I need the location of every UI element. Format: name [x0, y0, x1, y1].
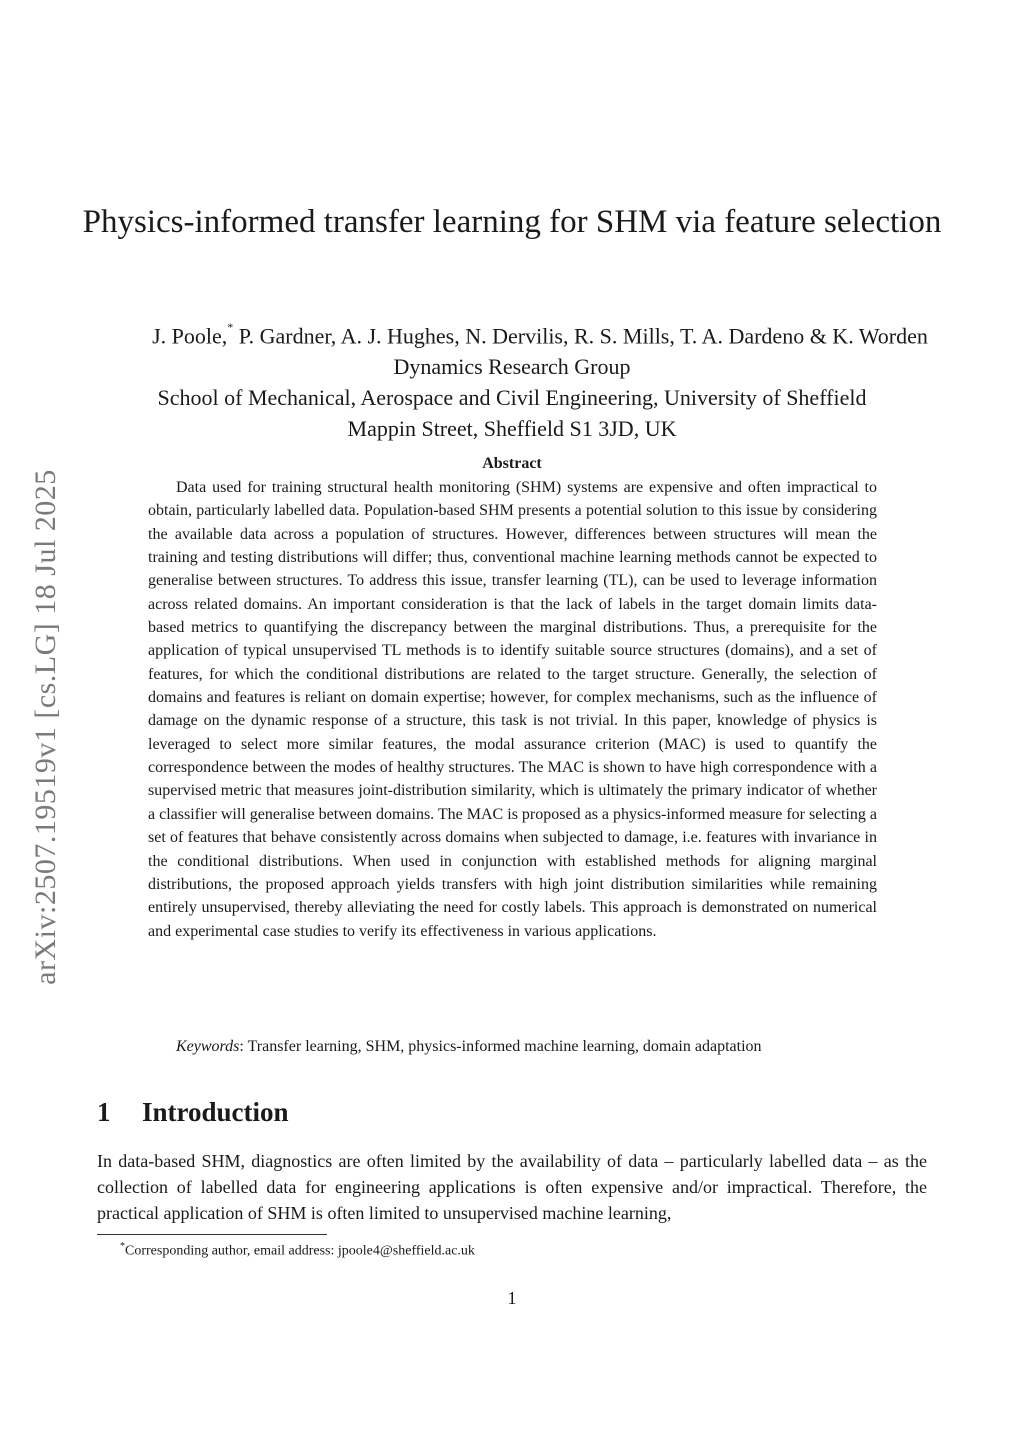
- other-authors: P. Gardner, A. J. Hughes, N. Dervilis, R. S. Mills, T. A. Dardeno & K. Worden: [233, 323, 928, 349]
- keywords-line: [176, 1036, 896, 1058]
- abstract-heading: Abstract: [482, 455, 542, 472]
- footnote-divider: [97, 1234, 327, 1235]
- introduction-paragraph: In data-based SHM, diagnostics are often limited by the availability of data – particularly labelled data – as the collection of labelled data for engineering applications is often expensive and/or impractical. Therefore, the practical application of SHM is often limited to unsupervised machine learning,: [97, 1151, 927, 1223]
- research-group: Dynamics Research Group: [393, 354, 631, 380]
- page-number: 1: [507, 1288, 517, 1308]
- arxiv-identifier-stamp: arXiv:2507.19519v1 [cs.LG] 18 Jul 2025: [29, 469, 62, 985]
- postal-address: Mappin Street, Sheffield S1 3JD, UK: [347, 416, 677, 442]
- author-affiliation-block: [0, 316, 1024, 444]
- section-title: Introduction: [142, 1097, 289, 1127]
- author-list: [0, 316, 1024, 351]
- section-heading-introduction: [97, 1094, 289, 1130]
- school-affiliation: School of Mechanical, Aerospace and Civil Engineering, University of Sheffield: [157, 385, 867, 411]
- footnote-mark: *: [120, 1241, 125, 1252]
- section-number: 1: [97, 1097, 111, 1127]
- footnote-text: Corresponding author, email address: jpoole4@sheffield.ac.uk: [125, 1243, 475, 1259]
- abstract-body: Data used for training structural health monitoring (SHM) systems are expensive and often impractical to obtain, particularly labelled data. Population-based SHM presents a potential solution to this issue by considering the available data across a population of structures. However, differences between structures will mean the training and testing distributions will differ; thus, conventional machine learning methods cannot be expected to generalise between structures. To address this issue, transfer learning (TL), can be used to leverage information across related domains. An important consideration is that the lack of labels in the target domain limits data-based metrics to quantifying the discrepancy between the marginal distributions. Thus, a prerequisite for the application of typical unsupervised TL methods is to identify suitable source structures (domains), and a set of features, for which the conditional distributions are related to the target structure. Generally, the selection of domains and features is reliant on domain expertise; however, for complex mechanisms, such as the influence of damage on the dynamic response of a structure, this task is not trivial. In this paper, knowledge of physics is leveraged to select more similar features, the modal assurance criterion (MAC) is used to quantify the correspondence between the modes of healthy structures. The MAC is shown to have high correspondence with a supervised metric that measures joint-distribution similarity, which is ultimately the primary indicator of whether a classifier will generalise between domains. The MAC is proposed as a physics-informed measure for selecting a set of features that behave consistently across domains when subjected to damage, i.e. features with invariance in the conditional distributions. When used in conjunction with established methods for aligning marginal distributions, the proposed approach yields transfers with high joint distribution similarities while remaining entirely unsupervised, thereby alleviating the need for costly labels. This approach is demonstrated on numerical and experimental case studies to verify its effectiveness in various applications.: [148, 479, 877, 940]
- corresponding-author-mark[interactable]: *: [227, 320, 234, 334]
- first-author: J. Poole,: [152, 323, 228, 349]
- paper-title: Physics-informed transfer learning for SHM via feature selection: [82, 204, 942, 240]
- keywords-label: Keywords: [176, 1038, 240, 1055]
- keywords-list: : Transfer learning, SHM, physics-informed machine learning, domain adaptation: [239, 1038, 762, 1055]
- footnote: [120, 1237, 475, 1262]
